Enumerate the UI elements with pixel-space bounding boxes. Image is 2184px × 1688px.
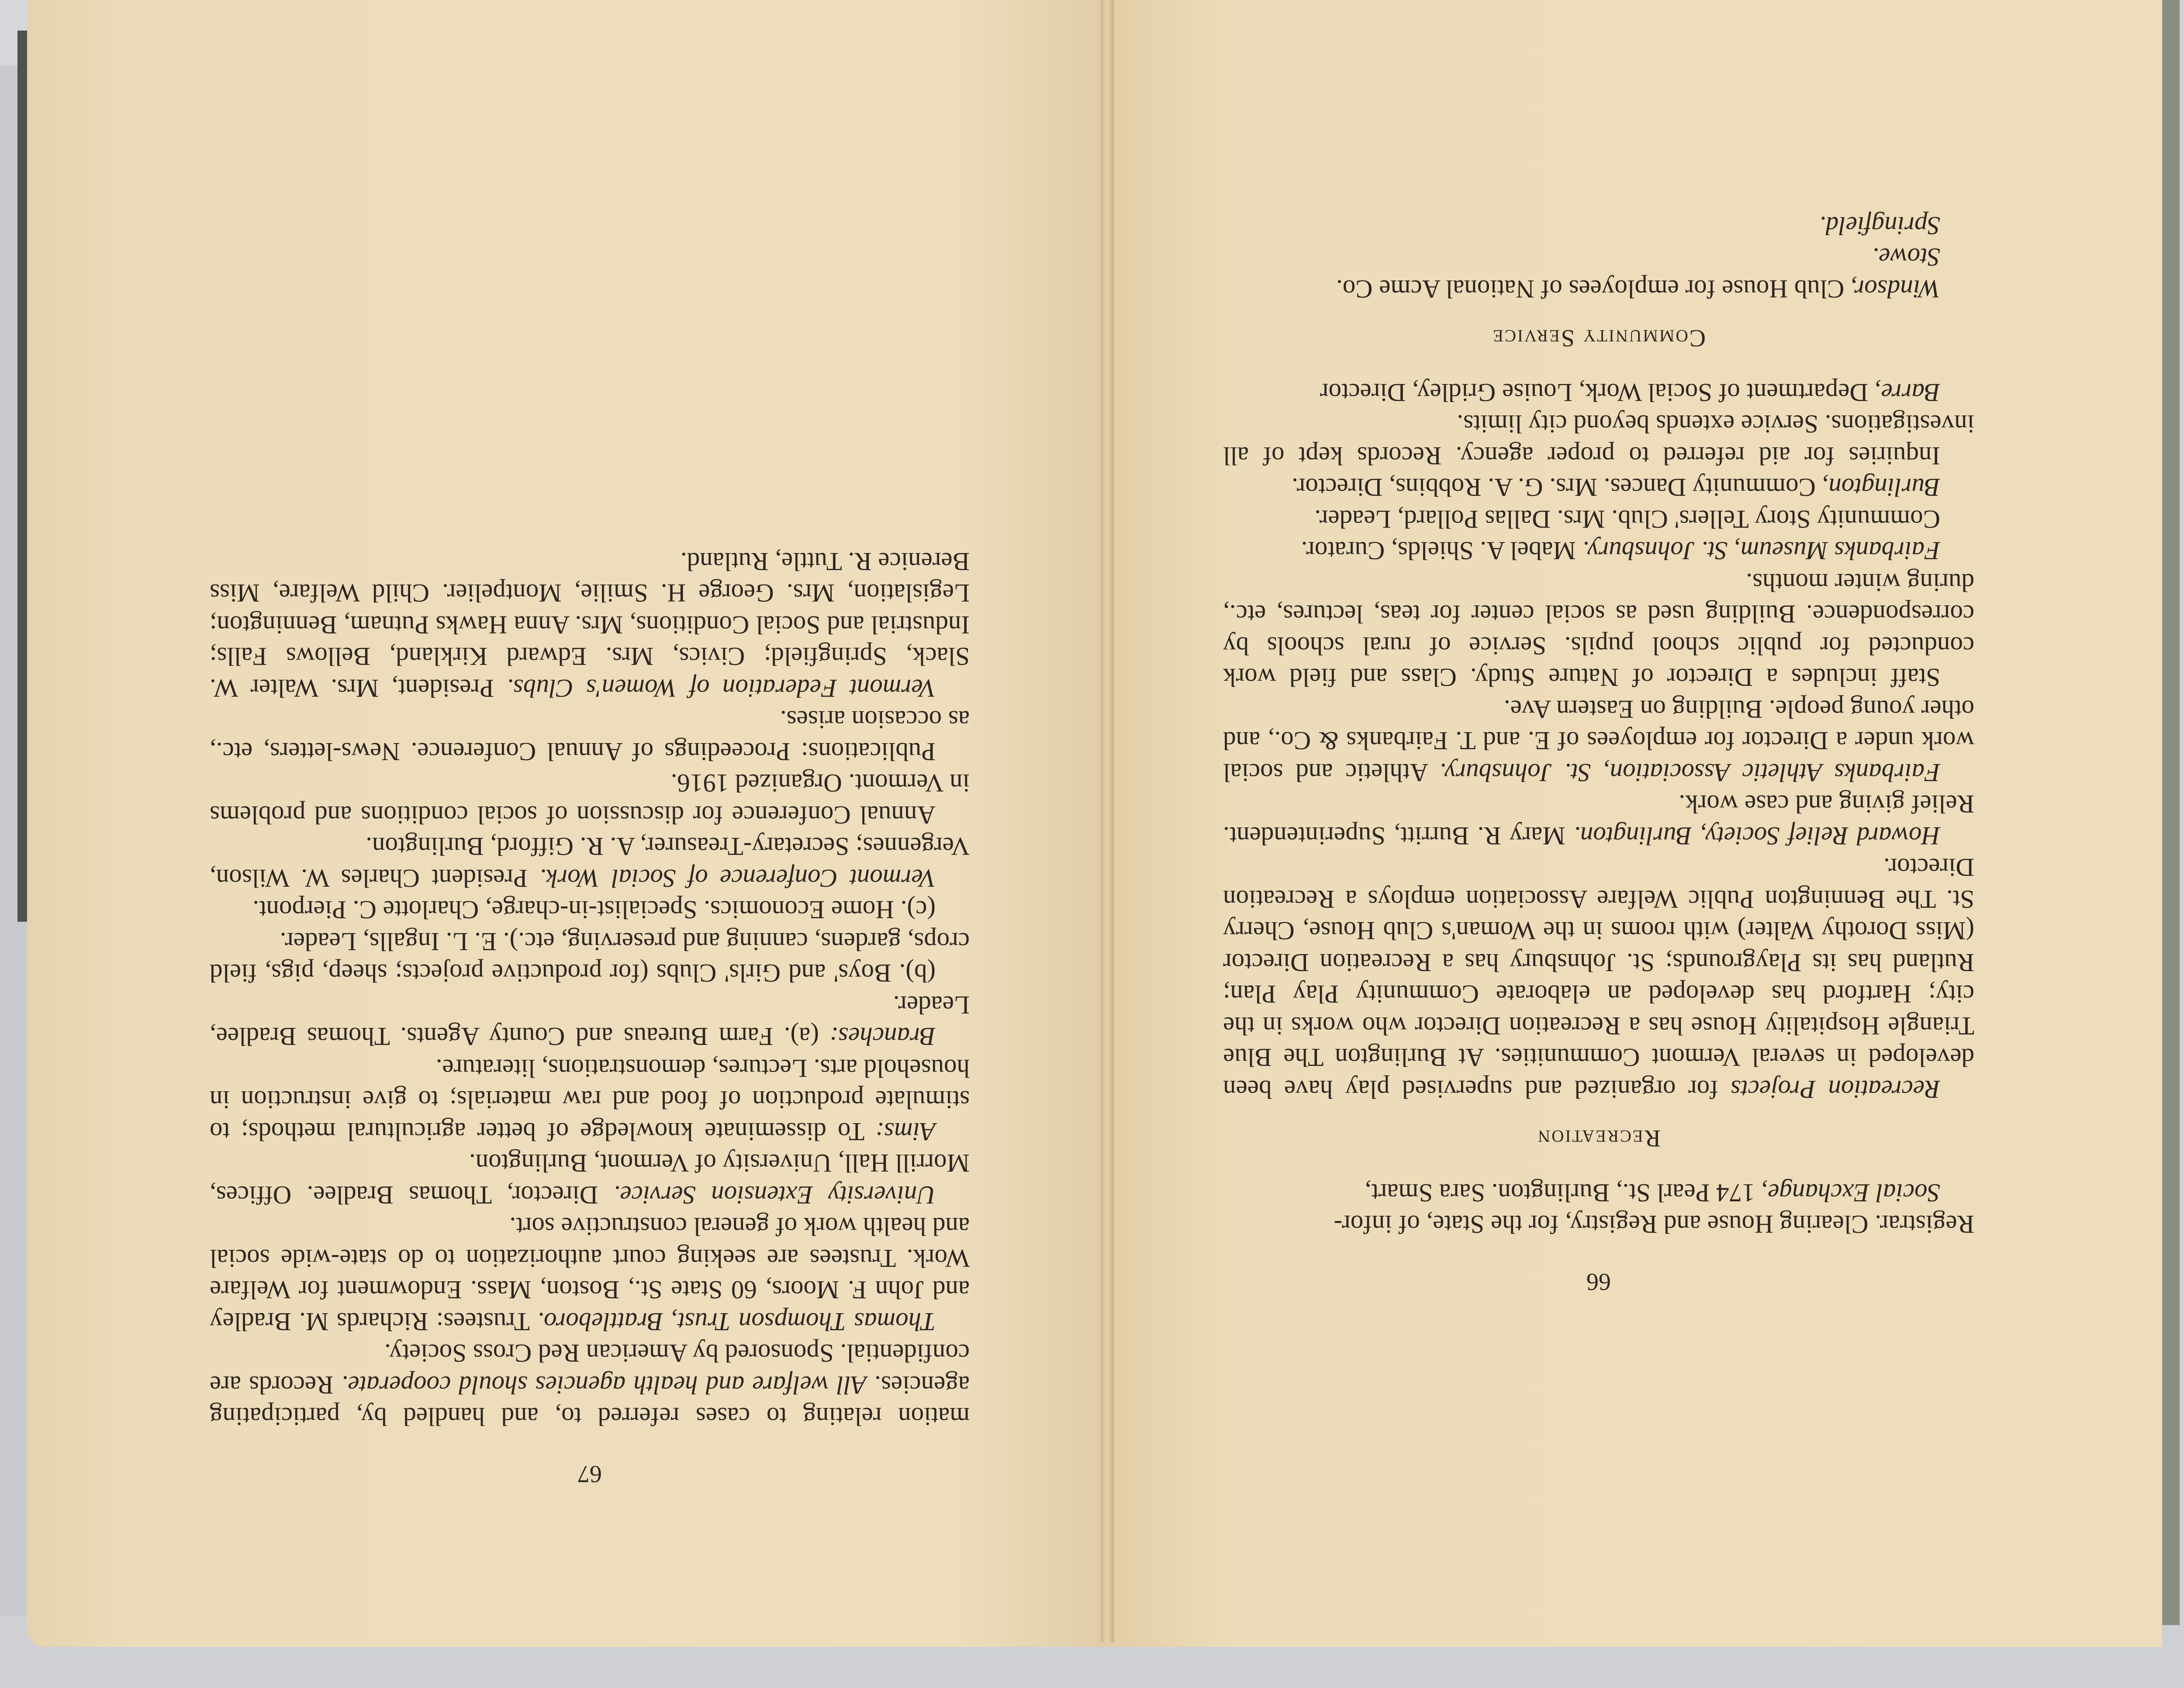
entry-barre: Barre, Department of Social Work, Louise Gridley, Director (1320, 378, 1940, 407)
section-heading-recreation: Recreation (1537, 1125, 1661, 1152)
section-heading-community-service: Community Service (1491, 325, 1706, 352)
book-gutter (1101, 0, 1114, 1643)
entry-stowe: Stowe. (1872, 243, 1940, 272)
entry-aims: Aims: To disseminate knowledge of better agricultural methods; to stimulate production of food and raw materials; to give instruction in household arts. Lectures, demonstrations, literature. (209, 1054, 970, 1146)
entry-fairbanks-museum: Fairbanks Museum, St. Johnsbury. Mabel A. Shields, Curator. (1301, 536, 1940, 566)
entry-branches: Branches: (a). Farm Bureaus and County Agents. Thomas Bradlee, Leader. (210, 991, 970, 1052)
entry-university-extension: University Extension Service. Director, Thomas Bradlee. Offices, Morrill Hall, University of Vermont, Burlington. (209, 1149, 970, 1210)
entry-womens-clubs: Vermont Federation of Women's Clubs. President, Mrs. Walter W. Slack, Springfield; Civics, Mrs. Edward Kirkland, Bellows Falls; Industrial and Social Conditions, Mrs. Anna Hawks Putnam, Bennington; Legislation, Mrs. George H. Smilie, Montpelier. Child Welfare, Miss Berenice R. Tuttle, Rutland. (210, 547, 970, 703)
left-page-text (210, 144, 970, 1490)
entry-branch-c: (c). Home Economics. Specialist-in-charge, Charlotte C. Pierpont. (252, 896, 936, 925)
page-number: 66 (1586, 1268, 1611, 1295)
entry-nature-study: Staff includes a Director of Nature Study. Class and field work conducted for public school pupils. Service of rural schools by correspondence. Building used as social center for teas, lectures, etc., during winter months. (1223, 568, 1974, 692)
entry-publications: Publications: Proceedings of Annual Conference. News-letters, etc., as occasion arises. (210, 706, 970, 766)
paragraph: mation relating to cases referred to, and handled by, participating agencies. All welfare and health agencies should cooperate. Records are confidential. Sponsored by American Red Cross Society. (209, 1339, 970, 1432)
entry-inquiries: Inquiries for aid referred to proper agency. Records kept of all investigations. Service extends beyond city limits. (1223, 410, 1974, 470)
page-number: 67 (577, 1460, 602, 1487)
entry-burlington-dances: Burlington, Community Dances. Mrs. G. A. Robbins, Director. (1292, 473, 1940, 502)
entry-story-tellers: Community Story Tellers' Club. Mrs. Dallas Pollard, Leader. (1314, 505, 1940, 534)
entry-thomas-thompson-trust: Thomas Thompson Trust, Brattleboro. Trustees: Richards M. Bradley and John F. Moors, 60 State St., Boston, Mass. Endowment for Welfare Work. Trustees are seeking court authorization to do state-wide social and health work of general constructive sort. (210, 1212, 970, 1336)
entry-recreation-projects: Recreation Projects for organized and supervised play have been developed in several Vermont Communities. At Burlington The Blue Triangle Hospitality House has a Recreation Director who works in the city; Hartford has developed an elaborate Community Play Plan; Rutland has its Playgrounds; St. Johnsbury has a Recreation Director (Miss Dorothy Walter) with rooms in the Woman's Club House, Cherry St. The Bennington Public Welfare Association employs a Recreation Director. (1223, 853, 1974, 1104)
paragraph: Registrar. Clearing House and Registry, for the State, of infor- (1334, 1210, 1974, 1239)
entry-conference-social-work: Vermont Conference of Social Work. President Charles W. Wilson, Vergennes; Secretary-Treasurer, A. R. Gifford, Burlington. (209, 832, 970, 893)
entry-annual-conference: Annual Conference for discussion of social conditions and problems in Vermont. Organized 1916. (210, 769, 970, 830)
entry-social-exchange: Social Exchange, 174 Pearl St., Burlington. Sara Smart, (1365, 1179, 1940, 1207)
entry-fairbanks-athletic: Fairbanks Athletic Association, St. Johnsbury. Athletic and social work under a Director for employees of E. and T. Fairbanks & Co., and other young people. Building on Eastern Ave. (1223, 695, 1974, 787)
entry-howard-relief: Howard Relief Society, Burlington. Mary R. Burritt, Superintendent. Relief giving and case work. (1223, 790, 1974, 851)
entry-windsor: Windsor, Club House for employees of National Acme Co. (1336, 275, 1940, 304)
entry-branch-b: (b). Boys' and Girls' Clubs (for productive projects; sheep, pigs, field crops, gardens, canning and preserving, etc.). E. L. Ingalls, Leader. (210, 927, 970, 988)
entry-springfield: Springfield. (1819, 211, 1940, 240)
right-page-text (1223, 170, 1974, 1297)
